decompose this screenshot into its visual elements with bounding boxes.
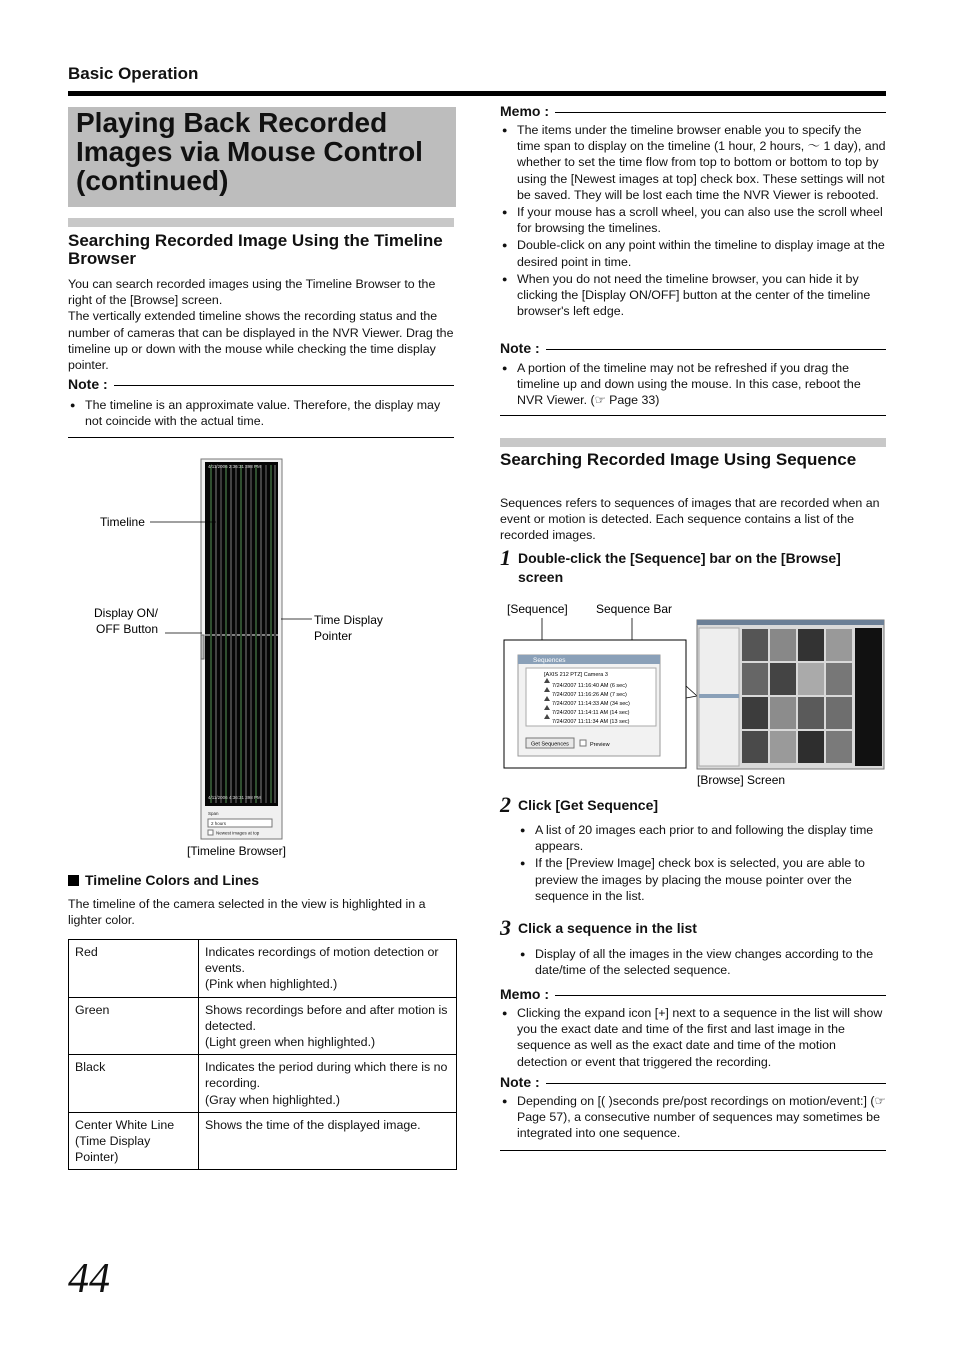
camera-thumbnail [798, 731, 824, 763]
color-table [68, 939, 457, 1170]
top-timestamp: 4/11/2006 2:36:31 398 PM [208, 464, 261, 469]
colors-intro: The timeline of the camera selected in the view is highlighted in a lighter color. [68, 897, 426, 928]
memo-item: ● When you do not need the timeline browser, you can hide it by clicking the [Display ON/OFF] button at the center of the timeline browser's left edge. [500, 271, 886, 320]
note-label-1 [68, 376, 454, 392]
get-sequences-label: Get Sequences [531, 741, 569, 748]
memo-list-1 [500, 122, 886, 320]
camera-thumbnail [742, 731, 768, 763]
note-item: ● Depending on [( )seconds pre/post recordings on motion/event:] (☞ Page 57), a consecutive number of sequences may sometimes be integrated into one sequence. [500, 1093, 886, 1142]
table-row [69, 940, 457, 998]
timeline-track [255, 465, 257, 803]
sequence-row: 7/24/2007 11:16:40 AM (6 sec) [552, 683, 627, 689]
camera-label: [AXIS 212 PTZ] Camera 3 [544, 672, 608, 678]
note-item: ● A portion of the timeline may not be refreshed if you drag the timeline up and down using the mouse. In this case, reboot the NVR Viewer. (☞ Page 33) [500, 360, 886, 409]
note-list-2 [500, 360, 886, 410]
timeline-track [265, 465, 267, 803]
section-bar [68, 218, 454, 227]
section-header: Basic Operation [68, 64, 199, 83]
colors-heading-text: Timeline Colors and Lines [85, 872, 260, 888]
span-value: 2 hours [211, 821, 227, 826]
step2-item: ● If the [Preview Image] check box is selected, you are able to preview the images by placing the mouse pointer over the sequence in the list. [518, 855, 886, 904]
color-desc: Indicates the period during which there is no recording. (Gray when highlighted.) [199, 1055, 457, 1113]
camera-thumbnail [798, 697, 824, 729]
step-number: 3 [500, 915, 511, 940]
camera-thumbnail [770, 697, 796, 729]
span-label: Span [208, 811, 219, 816]
timeline-track [274, 465, 276, 803]
table-row [69, 997, 457, 1055]
preview-checkbox [580, 740, 586, 746]
memo-label-text: Memo : [500, 986, 549, 1002]
timeline-intro-p1: You can search recorded images using the Timeline Browser to the right of the [Browse] screen. [68, 277, 436, 308]
callout-timeline: Timeline [100, 515, 145, 529]
callout-sequence: [Sequence] [507, 602, 568, 616]
sequence-figure-svg [500, 598, 888, 790]
section-heading-sequence: Searching Recorded Image Using Sequence [500, 450, 857, 469]
step-text: Double-click the [Sequence] bar on the [Browse] screen [518, 550, 841, 585]
camera-thumbnail [798, 629, 824, 661]
color-desc: Shows recordings before and after motion is detected. (Light green when highlighted.) [199, 997, 457, 1055]
memo-label-1 [500, 103, 886, 119]
timeline-intro-p2: The vertically extended timeline shows the recording status and the number of cameras that can be displayed in the NVR Viewer. Drag the timeline up or down with the mouse while checking the time display pointer. [68, 309, 454, 373]
step-number: 1 [500, 545, 511, 570]
step-text: Click a sequence in the list [518, 920, 697, 936]
memo-item: ● If your mouse has a scroll wheel, you can also use the scroll wheel for browsing the timelines. [500, 204, 886, 236]
timeline-track [210, 465, 212, 803]
sequence-row: 7/24/2007 11:14:11 AM (14 sec) [552, 710, 630, 716]
sequence-panel-title: Sequences [533, 657, 566, 664]
section-bar [500, 438, 886, 447]
table-row [69, 1055, 457, 1113]
timeline-track [270, 465, 272, 803]
timeline-track [235, 465, 237, 803]
step3-list [518, 946, 886, 979]
note-end-rule [68, 437, 454, 438]
note-label-2 [500, 340, 886, 356]
note-list-1 [68, 397, 454, 430]
color-desc: Shows the time of the displayed image. [199, 1112, 457, 1170]
step-3 [500, 915, 886, 938]
step2-item: ● A list of 20 images each prior to and following the display time appears. [518, 822, 886, 854]
step-2 [500, 792, 886, 815]
camera-thumbnail [826, 731, 852, 763]
note-label-text: Note : [68, 376, 108, 392]
note-label-text: Note : [500, 1074, 540, 1090]
camera-thumbnail [826, 629, 852, 661]
note-end-rule [500, 1150, 886, 1151]
page-number: 44 [68, 1256, 110, 1302]
memo-list-2 [500, 1005, 886, 1071]
section-heading-timeline: Searching Recorded Image Using the Timeline Browser [68, 231, 443, 268]
camera-thumbnail [742, 697, 768, 729]
table-row [69, 1112, 457, 1170]
timeline-track [215, 465, 217, 803]
note-item: ● The timeline is an approximate value. Therefore, the display may not coincide with the actual time. [68, 397, 454, 429]
timeline-track [230, 465, 232, 803]
note-label-3 [500, 1074, 886, 1090]
browse-caption: [Browse] Screen [697, 773, 786, 787]
timeline-intro [68, 276, 454, 373]
callout-display-button-2: OFF Button [96, 622, 159, 636]
color-name: Black [69, 1055, 199, 1113]
timeline-figure [68, 455, 456, 865]
newest-checkbox-label: Newest images at top [216, 830, 260, 836]
bottom-timestamp: 4/11/2006 4:36:31 398 PM [208, 795, 261, 800]
color-name: Center White Line (Time Display Pointer) [69, 1112, 199, 1170]
memo-item: ● Clicking the expand icon [+] next to a sequence in the list will show you the exact date and time of the first and last image in the sequence as well as the exact date and time of the motion detection or event that triggered the recording. [500, 1005, 886, 1070]
color-name: Green [69, 997, 199, 1055]
camera-thumbnail [770, 731, 796, 763]
memo-item: ● Double-click on any point within the timeline to display image at the desired point in time. [500, 237, 886, 269]
display-toggle-button [201, 635, 204, 659]
memo-label-2 [500, 986, 886, 1002]
camera-thumbnail [742, 629, 768, 661]
note-label-text: Note : [500, 340, 540, 356]
sequence-row: 7/24/2007 11:11:34 AM (13 sec) [552, 719, 630, 725]
timeline-track [260, 465, 262, 803]
color-desc: Indicates recordings of motion detection or events. (Pink when highlighted.) [199, 940, 457, 998]
sequence-row: 7/24/2007 11:14:33 AM (34 sec) [552, 701, 630, 707]
camera-thumbnail [770, 629, 796, 661]
note-list-3 [500, 1093, 886, 1143]
title-box [68, 107, 456, 207]
color-name: Red [69, 940, 199, 998]
preview-label: Preview [590, 742, 610, 748]
sequence-row: 7/24/2007 11:16:26 AM (7 sec) [552, 692, 627, 698]
memo-item: ● The items under the timeline browser enable you to specify the time span to display on the timeline (1 hour, 2 hours, ～ 1 day), and whether to set the time flow from top to bottom or bottom to top by using the [Newest images at top] check box. These settings will not be saved. They will be lost each time the NVR Viewer is rebooted. [500, 122, 886, 203]
timeline-track [250, 465, 252, 803]
sequence-intro: Sequences refers to sequences of images that are recorded when an event or motion is detected. Each sequence contains a list of the recorded images. [500, 496, 880, 543]
step2-list [518, 822, 886, 905]
camera-thumbnail [770, 663, 796, 695]
callout-pointer-1: Time Display [314, 613, 383, 627]
note-end-rule [500, 415, 886, 416]
step-text: Click [Get Sequence] [518, 797, 659, 813]
timeline-track [220, 465, 222, 803]
sequence-figure [500, 598, 888, 790]
camera-thumbnail [798, 663, 824, 695]
timeline-track [240, 465, 242, 803]
camera-thumbnail [826, 697, 852, 729]
memo-label-text: Memo : [500, 103, 549, 119]
square-bullet-icon [68, 875, 79, 886]
header-rule [68, 91, 886, 96]
timeline-track [225, 465, 227, 803]
timeline-track [245, 465, 247, 803]
callout-display-button-1: Display ON/ [94, 606, 159, 620]
callout-sequence-bar: Sequence Bar [596, 602, 673, 616]
page-title: Playing Back Recorded Images via Mouse Control (continued) [76, 107, 423, 196]
step-1 [500, 545, 886, 587]
timeline-figure-svg [68, 455, 456, 865]
camera-thumbnail [826, 663, 852, 695]
step-number: 2 [500, 792, 511, 817]
camera-thumbnail [742, 663, 768, 695]
timeline-caption: [Timeline Browser] [187, 844, 286, 858]
step3-item: ● Display of all the images in the view changes according to the date/time of the selected sequence. [518, 946, 886, 978]
callout-pointer-2: Pointer [314, 629, 353, 643]
colors-heading [68, 872, 259, 888]
newest-checkbox [208, 830, 213, 835]
